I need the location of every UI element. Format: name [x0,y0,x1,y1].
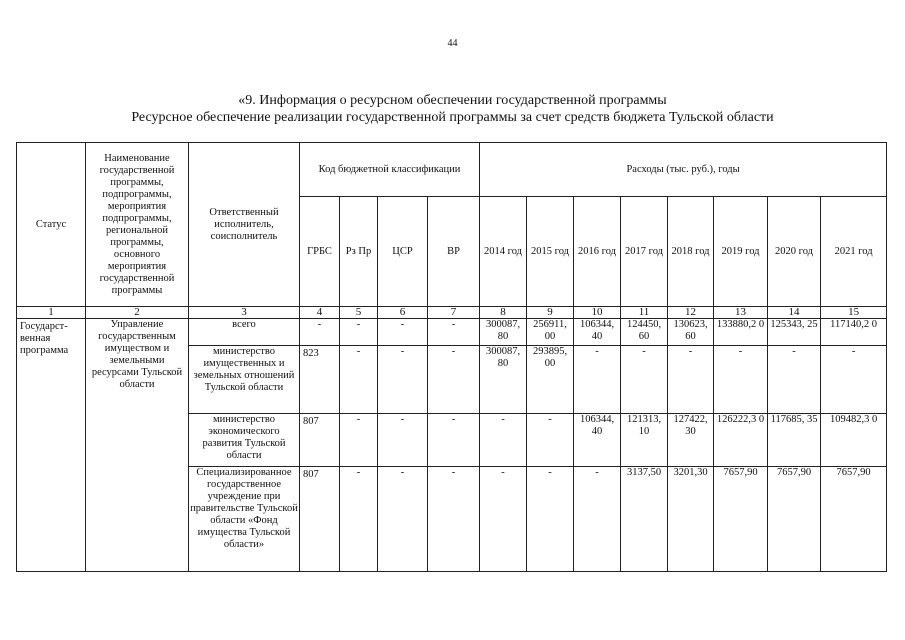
value-cell: 117685, 35 [768,414,821,467]
rzpr-cell: - [340,414,378,467]
value-cell: 300087, 80 [480,346,527,414]
column-number: 14 [768,307,821,319]
header-grbs: ГРБС [300,197,340,307]
value-cell: - [768,346,821,414]
column-number-row [17,307,887,319]
header-csr: ЦСР [378,197,428,307]
value-cell: 133880,2 0 [714,319,768,346]
value-cell: 7657,90 [768,467,821,572]
grbs-cell: - [300,319,340,346]
value-cell: - [668,346,714,414]
rzpr-cell: - [340,319,378,346]
column-number: 11 [621,307,668,319]
value-cell: 117140,2 0 [821,319,887,346]
value-cell: 109482,3 0 [821,414,887,467]
page-number: 44 [447,38,458,49]
value-cell: 3201,30 [668,467,714,572]
header-executor: Ответственный исполнитель, соисполнитель [189,143,300,307]
column-number: 8 [480,307,527,319]
value-cell: 126222,3 0 [714,414,768,467]
value-cell: - [527,467,574,572]
value-cell: - [574,346,621,414]
header-year: 2015 год [527,197,574,307]
value-cell: 106344, 40 [574,414,621,467]
grbs-cell: 807 [300,467,340,572]
executor-cell: Специализированное государственное учреждение при правительстве Тульской области «Фонд имущества Тульской области» [189,467,300,572]
csr-cell: - [378,467,428,572]
value-cell: 293895, 00 [527,346,574,414]
column-number: 12 [668,307,714,319]
value-cell: - [621,346,668,414]
header-year: 2020 год [768,197,821,307]
csr-cell: - [378,346,428,414]
budget-table [16,142,887,572]
column-number: 4 [300,307,340,319]
header-year: 2014 год [480,197,527,307]
value-cell: - [714,346,768,414]
value-cell: 256911, 00 [527,319,574,346]
header-year: 2016 год [574,197,621,307]
vr-cell: - [428,467,480,572]
vr-cell: - [428,346,480,414]
header-year: 2017 год [621,197,668,307]
value-cell: 300087, 80 [480,319,527,346]
value-cell: - [527,414,574,467]
value-cell: 125343, 25 [768,319,821,346]
document-subtitle: Ресурсное обеспечение реализации государственной программы за счет средств бюджета Тульской области [131,110,774,125]
column-number: 6 [378,307,428,319]
value-cell: 7657,90 [714,467,768,572]
rzpr-cell: - [340,346,378,414]
table-row [17,319,887,346]
header-expenses-group: Расходы (тыс. руб.), годы [480,143,887,197]
value-cell: - [574,467,621,572]
column-number: 15 [821,307,887,319]
program-name-cell: Управление государственным имуществом и земельными ресурсами Тульской области [86,319,189,572]
column-number: 7 [428,307,480,319]
document-title: «9. Информация о ресурсном обеспечении государственной программы [238,93,667,108]
column-number: 2 [86,307,189,319]
column-number: 1 [17,307,86,319]
csr-cell: - [378,319,428,346]
grbs-cell: 807 [300,414,340,467]
value-cell: 3137,50 [621,467,668,572]
status-cell: Государст-венная программа [17,319,86,572]
value-cell: 121313, 10 [621,414,668,467]
header-code-group: Код бюджетной классификации [300,143,480,197]
column-number: 3 [189,307,300,319]
column-number: 5 [340,307,378,319]
header-rzpr: Рз Пр [340,197,378,307]
grbs-cell: 823 [300,346,340,414]
executor-cell: министерство имущественных и земельных отношений Тульской области [189,346,300,414]
csr-cell: - [378,414,428,467]
value-cell: - [480,414,527,467]
column-number: 10 [574,307,621,319]
executor-cell: министерство экономического развития Тульской области [189,414,300,467]
value-cell: 7657,90 [821,467,887,572]
header-vr: ВР [428,197,480,307]
column-number: 13 [714,307,768,319]
vr-cell: - [428,414,480,467]
header-status: Статус [17,143,86,307]
value-cell: - [821,346,887,414]
header-year: 2019 год [714,197,768,307]
value-cell: - [480,467,527,572]
value-cell: 124450, 60 [621,319,668,346]
header-year: 2021 год [821,197,887,307]
value-cell: 127422, 30 [668,414,714,467]
executor-cell: всего [189,319,300,346]
rzpr-cell: - [340,467,378,572]
value-cell: 106344, 40 [574,319,621,346]
header-year: 2018 год [668,197,714,307]
header-name: Наименование государственной программы, подпрограммы, мероприятия подпрограммы, региональной программы, основного мероприятия государственной программы [86,143,189,307]
column-number: 9 [527,307,574,319]
vr-cell: - [428,319,480,346]
value-cell: 130623, 60 [668,319,714,346]
